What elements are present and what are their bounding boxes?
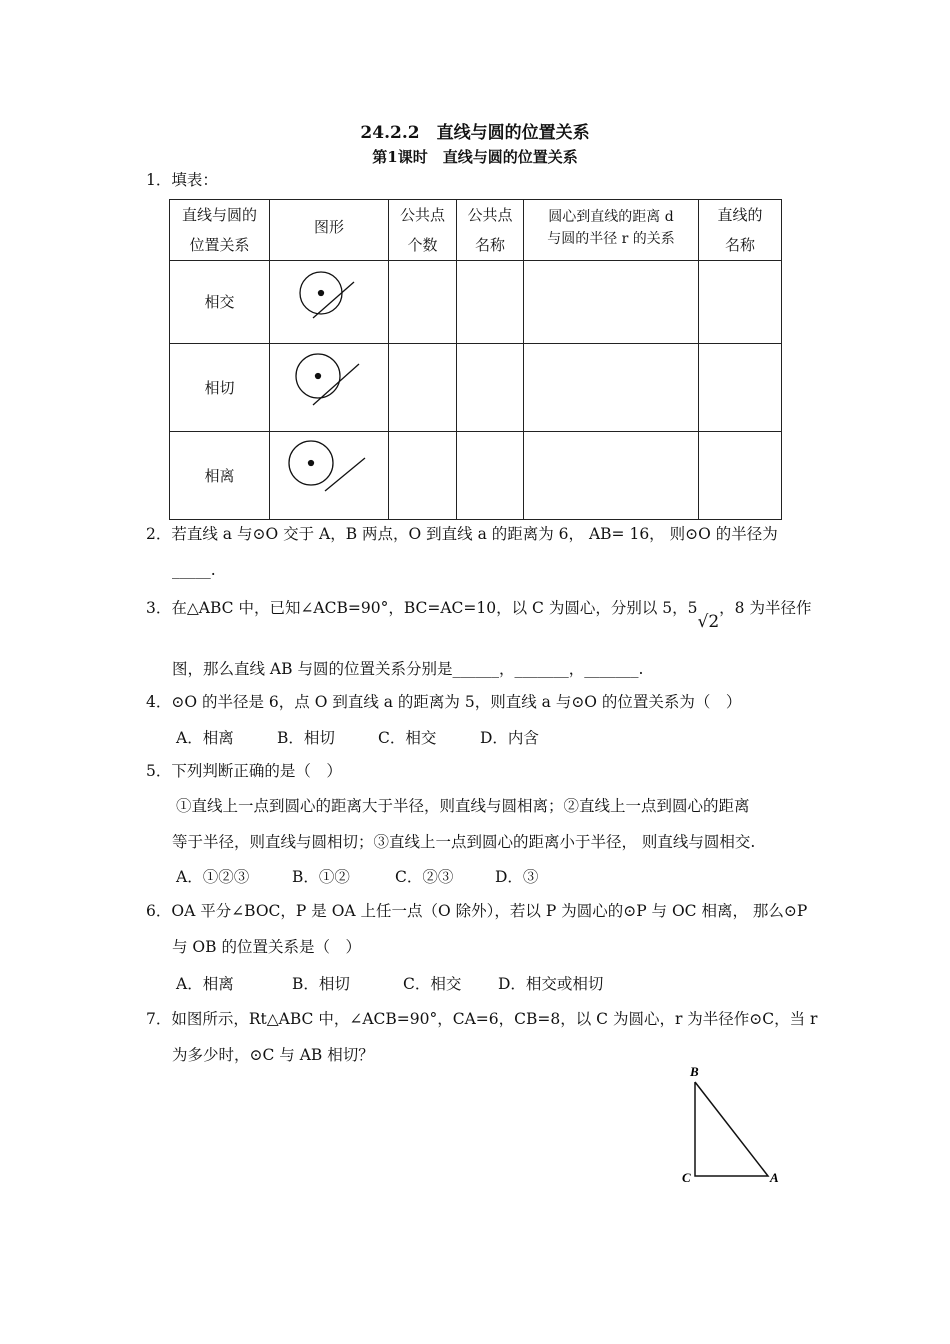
q3-text-a: 3．在△ABC 中，已知∠ACB=90°，BC=AC=10，以 C 为圆心，分别以 5，5 (146, 599, 698, 617)
header-text: 公共点名称 (467, 206, 513, 254)
q5-option-b[interactable]: B．①② (292, 868, 350, 886)
question-4-stem: 4．⊙O 的半径是 6，点 O 到直线 a 的距离为 5，则直线 a 与⊙O 的位置关系为（ ） (146, 693, 742, 711)
q3-text-b: ，8 为半径作 (719, 599, 812, 617)
intersect-figure (300, 272, 354, 318)
question-7-line1: 7．如图所示，Rt△ABC 中，∠ACB=90°，CA=6，CB=8，以 C 为圆心，r 为半径作⊙C，当 r (146, 1010, 818, 1028)
q4-option-b[interactable]: B．相切 (277, 729, 335, 747)
question-6-line2: 与 OB 的位置关系是（ ） (172, 938, 361, 956)
q6-option-a[interactable]: A．相离 (176, 975, 234, 993)
question-2-blank[interactable]: _____. (172, 561, 216, 579)
sqrt-two: √2 (697, 612, 720, 632)
page-subtitle: 第1课时 直线与圆的位置关系 (372, 148, 578, 166)
header-text: 位置关系 (189, 236, 250, 254)
vertex-label-c: C (682, 1170, 691, 1185)
q5-option-c[interactable]: C．②③ (395, 868, 454, 886)
row-label: 相离 (170, 432, 270, 520)
q4-option-d[interactable]: D．内含 (480, 729, 539, 747)
q6-option-d[interactable]: D．相交或相切 (498, 975, 604, 993)
question-3-line1 (146, 596, 812, 632)
row-label: 相切 (170, 344, 270, 432)
question-6-line1: 6．OA 平分∠BOC，P 是 OA 上任一点（O 除外），若以 P 为圆心的⊙P 与 OC 相离， 那么⊙P (146, 902, 808, 920)
q4-option-c[interactable]: C．相交 (378, 729, 437, 747)
question-1-stem: 1．填表： (146, 171, 218, 189)
header-text: 直线的名称 (717, 206, 763, 254)
q6-option-c[interactable]: C．相交 (403, 975, 462, 993)
q4-option-a[interactable]: A．相离 (176, 729, 234, 747)
header-text: 圆心到直线的距离 d (548, 209, 674, 225)
question-3-line2: 图，那么直线 AB 与圆的位置关系分别是______，_______，_______. (172, 660, 644, 678)
question-5-body2: 等于半径，则直线与圆相切；③直线上一点到圆心的距离小于半径， 则直线与圆相交. (172, 833, 756, 851)
question-7-line2: 为多少时，⊙C 与 AB 相切？ (172, 1046, 374, 1064)
separate-figure (289, 441, 365, 491)
q5-option-d[interactable]: D．③ (495, 868, 539, 886)
vertex-label-a: A (770, 1170, 779, 1185)
question-5-body1: ①直线上一点到圆心的距离大于半径，则直线与圆相离；②直线上一点到圆心的距离 (176, 797, 750, 815)
question-5-stem: 5．下列判断正确的是（ ） (146, 762, 342, 780)
page-title: 24.2.2 直线与圆的位置关系 (360, 123, 590, 143)
vertex-label-b: B (690, 1064, 699, 1079)
header-text: 图形 (313, 218, 344, 236)
question-2-line1: 2．若直线 a 与⊙O 交于 A，B 两点，O 到直线 a 的距离为 6， AB= 16， 则⊙O 的半径为 (146, 525, 778, 543)
header-text: 与圆的半径 r 的关系 (547, 231, 675, 247)
q5-option-a[interactable]: A．①②③ (176, 868, 250, 886)
header-text: 公共点个数 (399, 206, 445, 254)
header-text: 直线与圆的 (181, 206, 257, 224)
row-label: 相交 (170, 261, 270, 344)
q6-option-b[interactable]: B．相切 (292, 975, 350, 993)
right-triangle-figure (695, 1082, 768, 1176)
tangent-figure (296, 354, 359, 405)
